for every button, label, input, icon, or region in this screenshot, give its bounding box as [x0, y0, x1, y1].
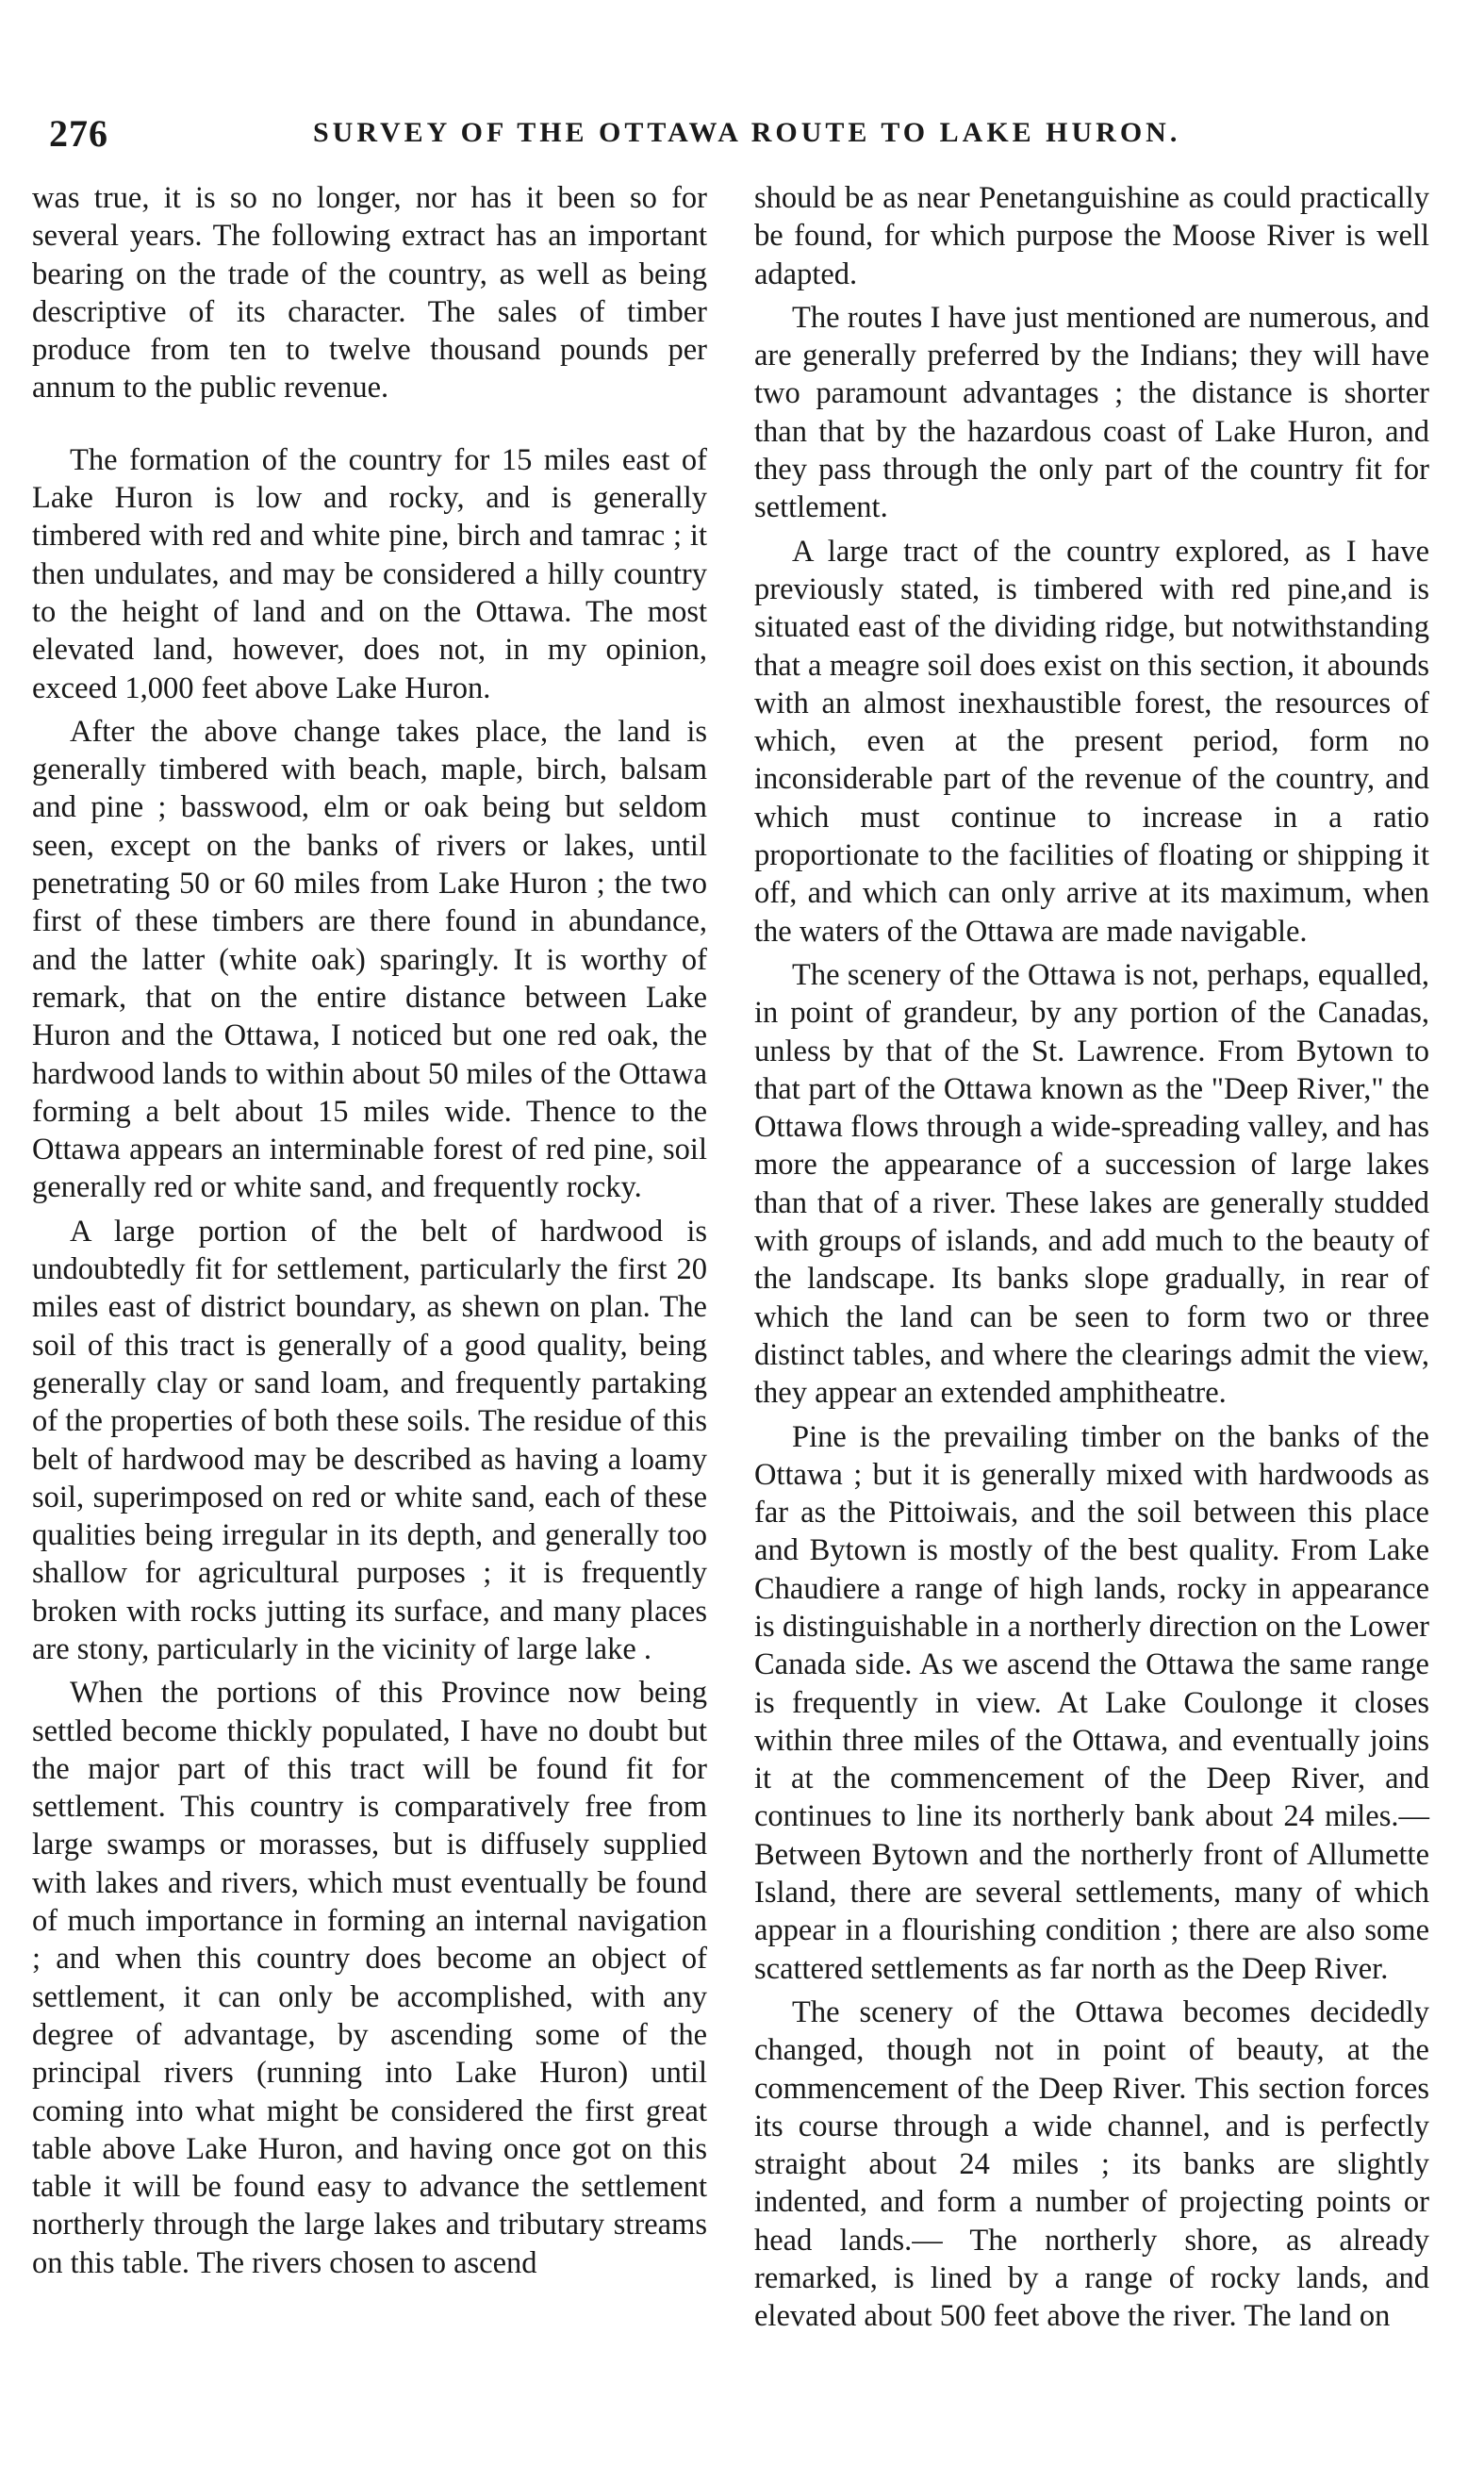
right-paragraph-4: The scenery of the Ottawa is not, perhaps, equalled, in point of grandeur, by any portion of the Canadas, unless by that of the St. Lawrence. From Bytown to that part of the Ottawa known as the "Deep River," the Ottawa flows through a wide-spreading valley, and has more the appearance of a succession of large lakes than that of a river. These lakes are generally studded with groups of islands, and add much to the beauty of the landscape. Its banks slope gradually, in rear of which the land can be seen to form two or three distinct tables, and where the clearings admit the view, they appear an extended amphitheatre.: [754, 957, 1429, 1411]
left-paragraph-2: The formation of the country for 15 miles east of Lake Huron is low and rocky, and is generally timbered with red and white pine, birch and tamrac ; it then undulates, and may be considered a hilly country to the height of land and on the Ottawa. The most elevated land, however, does not, in my opinion, exceed 1,000 feet above Lake Huron.: [32, 442, 707, 705]
left-column: [32, 179, 707, 2282]
running-title: SURVEY OF THE OTTAWA ROUTE TO LAKE HURON.: [313, 117, 1181, 148]
left-paragraph-5: When the portions of this Province now being settled become thickly populated, I have no doubt but the major part of this tract will be found fit for settlement. This country is comparatively free from large swamps or morasses, but is diffusely supplied with lakes and rivers, which must eventually be found of much importance in forming an internal navigation ; and when this country does become an object of settlement, it can only be accomplished, with any degree of advantage, by ascending some of the principal rivers (running into Lake Huron) until coming into what might be considered the first great table above Lake Huron, and having once got on this table it will be found easy to advance the settlement northerly through the large lakes and tributary streams on this table. The rivers chosen to ascend: [32, 1676, 707, 2280]
right-paragraph-6: The scenery of the Ottawa becomes decidedly changed, though not in point of beauty, at the commencement of the Deep River. This section forces its course through a wide channel, and is perfectly straight about 24 miles ; its banks are slightly indented, and form a number of projecting points or head lands.— The northerly shore, as already remarked, is lined by a range of rocky lands, and elevated about 500 feet above the river. The land on: [754, 1994, 1429, 2334]
left-paragraph-3: After the above change takes place, the land is generally timbered with beach, maple, birch, balsam and pine ; basswood, elm or oak being but seldom seen, except on the banks of rivers or lakes, until penetrating 50 or 60 miles from Lake Huron ; the two first of these timbers are there found in abundance, and the latter (white oak) sparingly. It is worthy of remark, that on the entire distance between Lake Huron and the Ottawa, I noticed but one red oak, the hardwood lands to within about 50 miles of the Ottawa forming a belt about 15 miles wide. Thence to the Ottawa appears an interminable forest of red pine, soil generally red or white sand, and frequently rocky.: [32, 714, 707, 1205]
right-column: [754, 179, 1429, 2336]
right-paragraph-3: A large tract of the country explored, as I have previously stated, is timbered with red pine,and is situated east of the dividing ridge, but notwithstanding that a meagre soil does exist on this section, it abounds with an almost inexhaustible forest, the resources of which, even at the present period, form no inconsiderable part of the revenue of the country, and which must continue to increase in a ratio proportionate to the facilities of floating or shipping it off, and which can only arrive at its maximum, when the waters of the Ottawa are made navigable.: [754, 534, 1429, 949]
running-head: [49, 111, 1435, 158]
right-paragraph-5: Pine is the prevailing timber on the banks of the Ottawa ; but it is generally mixed with hardwoods as far as the Pittoiwais, and the soil between this place and Bytown is mostly of the best quality. From Lake Chaudiere a range of high lands, rocky in appearance is distinguishable in a northerly direction on the Lower Canada side. As we ascend the Ottawa the same range is frequently in view. At Lake Coulonge it closes within three miles of the Ottawa, and eventually joins it at the commencement of the Deep River, and continues to line its northerly bank about 24 miles.— Between Bytown and the northerly front of Allumette Island, there are several settlements, many of which appear in a flourishing condition ; there are also some scattered settlements as far north as the Deep River.: [754, 1419, 1429, 1986]
page-number: 276: [49, 112, 108, 155]
left-paragraph-4: A large portion of the belt of hardwood is undoubtedly fit for settlement, particularly the first 20 miles east of district boundary, as shewn on plan. The soil of this tract is generally of a good quality, being generally clay or sand loam, and frequently partaking of the properties of both these soils. The residue of this belt of hardwood may be described as having a loamy soil, superimposed on red or white sand, each of these qualities being irregular in its depth, and generally too shallow for agricultural purposes ; it is frequently broken with rocks jutting its surface, and many places are stony, particularly in the vicinity of large lake .: [32, 1214, 707, 1666]
left-paragraph-1: was true, it is so no longer, nor has it been so for several years. The following extract has an important bearing on the trade of the country, as well as being descriptive of its character. The sales of timber produce from ten to twelve thousand pounds per annum to the public revenue.: [32, 181, 707, 405]
right-paragraph-1: should be as near Penetanguishine as could practically be found, for which purpose the Moose River is well adapted.: [754, 181, 1429, 291]
right-paragraph-2: The routes I have just mentioned are numerous, and are generally preferred by the Indians; they will have two paramount advantages ; the distance is shorter than that by the hazardous coast of Lake Huron, and they pass through the only part of the country fit for settlement.: [754, 300, 1429, 525]
